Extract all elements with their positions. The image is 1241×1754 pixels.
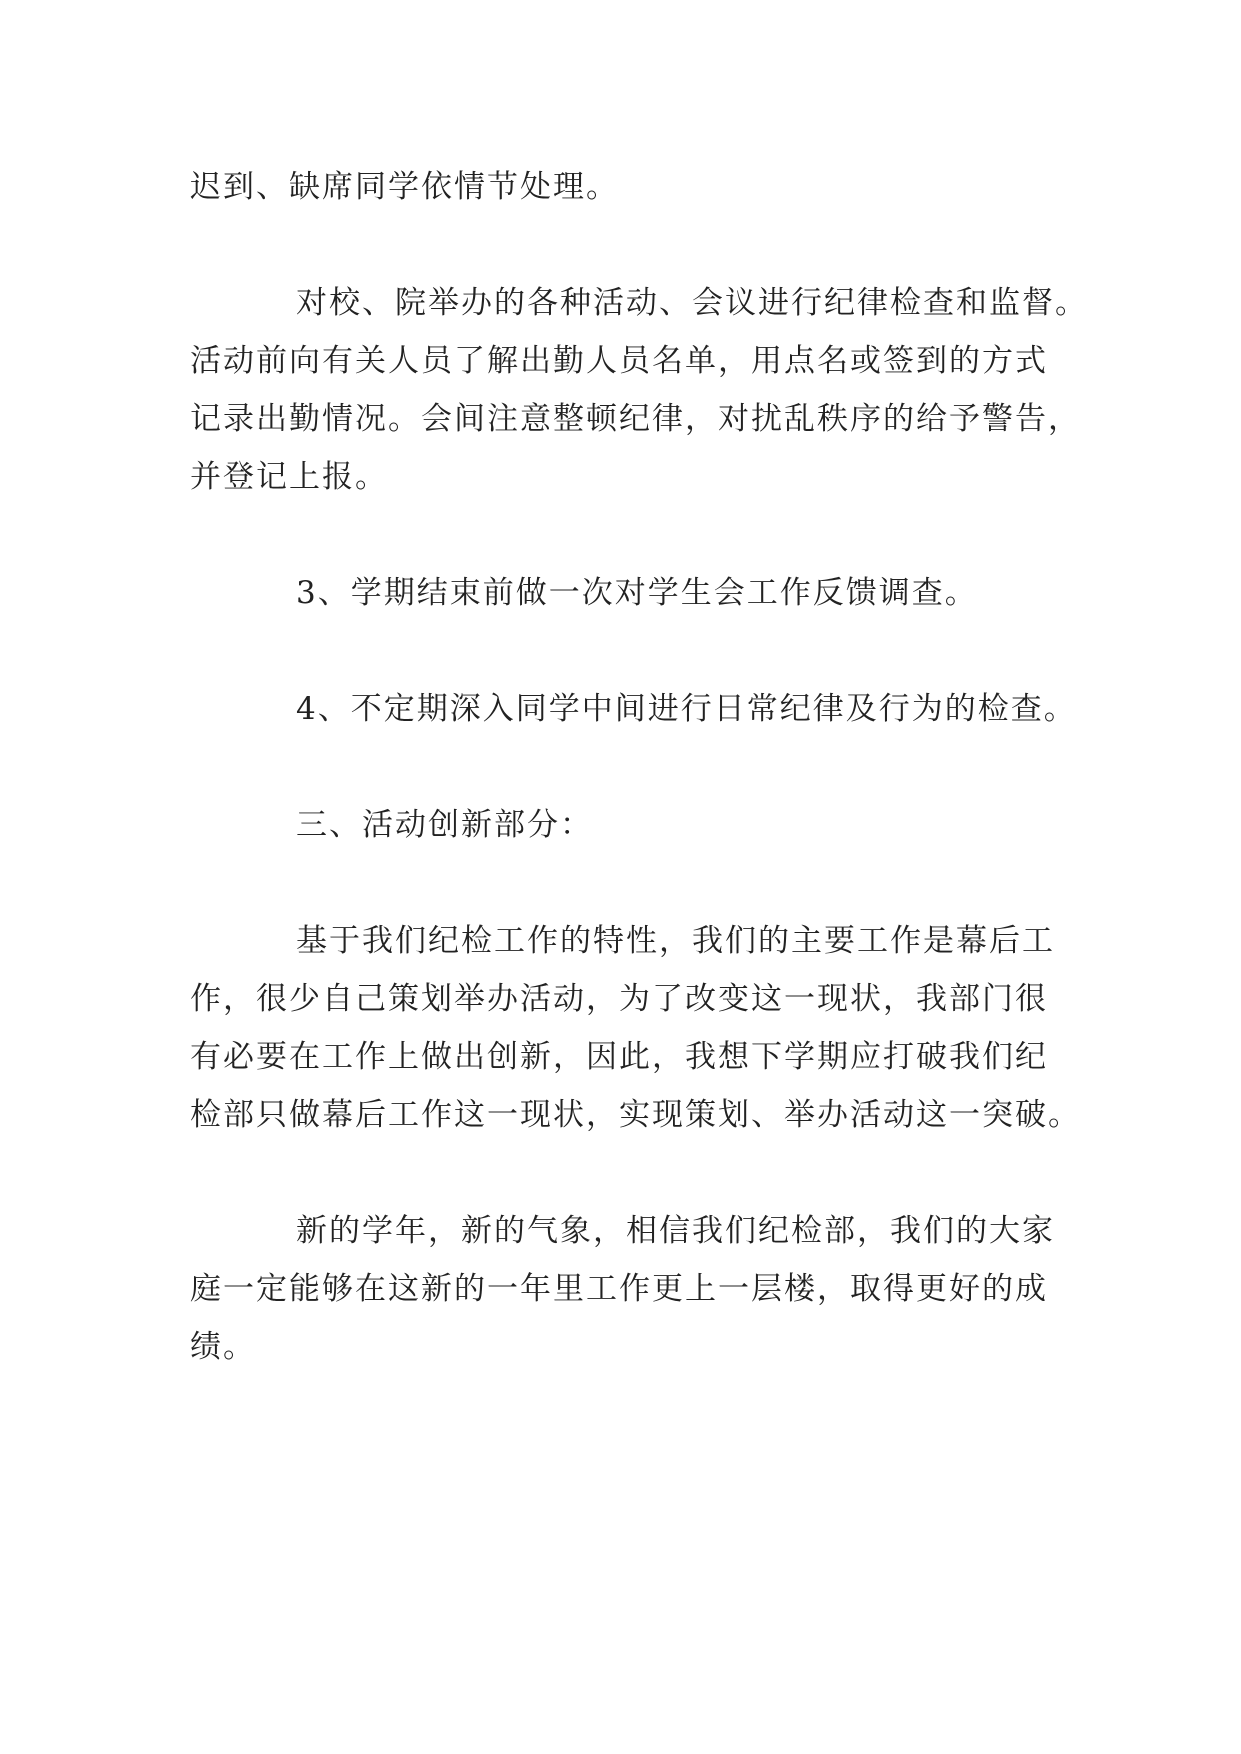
text-line: 迟到、缺席同学依情节处理。 [190, 169, 619, 205]
section-heading: 三、活动创新部分： [296, 807, 593, 843]
document-body [190, 158, 1088, 1376]
text-line: 绩。 [190, 1329, 256, 1365]
paragraph-gap [190, 622, 1070, 680]
paragraph-1 [190, 158, 1070, 216]
paragraph-gap [190, 216, 1070, 274]
text-line: 活动前向有关人员了解出勤人员名单，用点名或签到的方式 [190, 343, 1048, 379]
paragraph-7 [190, 1202, 1070, 1376]
text-line: 有必要在工作上做出创新，因此，我想下学期应打破我们纪 [190, 1039, 1048, 1075]
paragraph-5 [190, 796, 1070, 854]
paragraph-2 [190, 274, 1088, 506]
text-line: 检部只做幕后工作这一现状，实现策划、举办活动这一突破。 [190, 1097, 1081, 1133]
text-line: 4、不定期深入同学中间进行日常纪律及行为的检查。 [296, 691, 1077, 727]
paragraph-3 [190, 564, 1070, 622]
paragraph-4 [190, 680, 1077, 738]
text-line: 3、学期结束前做一次对学生会工作反馈调查。 [296, 575, 978, 611]
text-line: 新的学年，新的气象，相信我们纪检部，我们的大家 [296, 1213, 1055, 1249]
text-line: 基于我们纪检工作的特性，我们的主要工作是幕后工 [296, 923, 1055, 959]
paragraph-gap [190, 738, 1070, 796]
text-line: 作，很少自己策划举办活动，为了改变这一现状，我部门很 [190, 981, 1048, 1017]
paragraph-gap [190, 1144, 1070, 1202]
text-line: 并登记上报。 [190, 459, 388, 495]
paragraph-gap [190, 506, 1070, 564]
text-line: 记录出勤情况。会间注意整顿纪律，对扰乱秩序的给予警告， [190, 401, 1081, 437]
text-line: 对校、院举办的各种活动、会议进行纪律检查和监督。 [296, 285, 1088, 321]
paragraph-gap [190, 854, 1070, 912]
paragraph-6 [190, 912, 1081, 1144]
text-line: 庭一定能够在这新的一年里工作更上一层楼，取得更好的成 [190, 1271, 1048, 1307]
